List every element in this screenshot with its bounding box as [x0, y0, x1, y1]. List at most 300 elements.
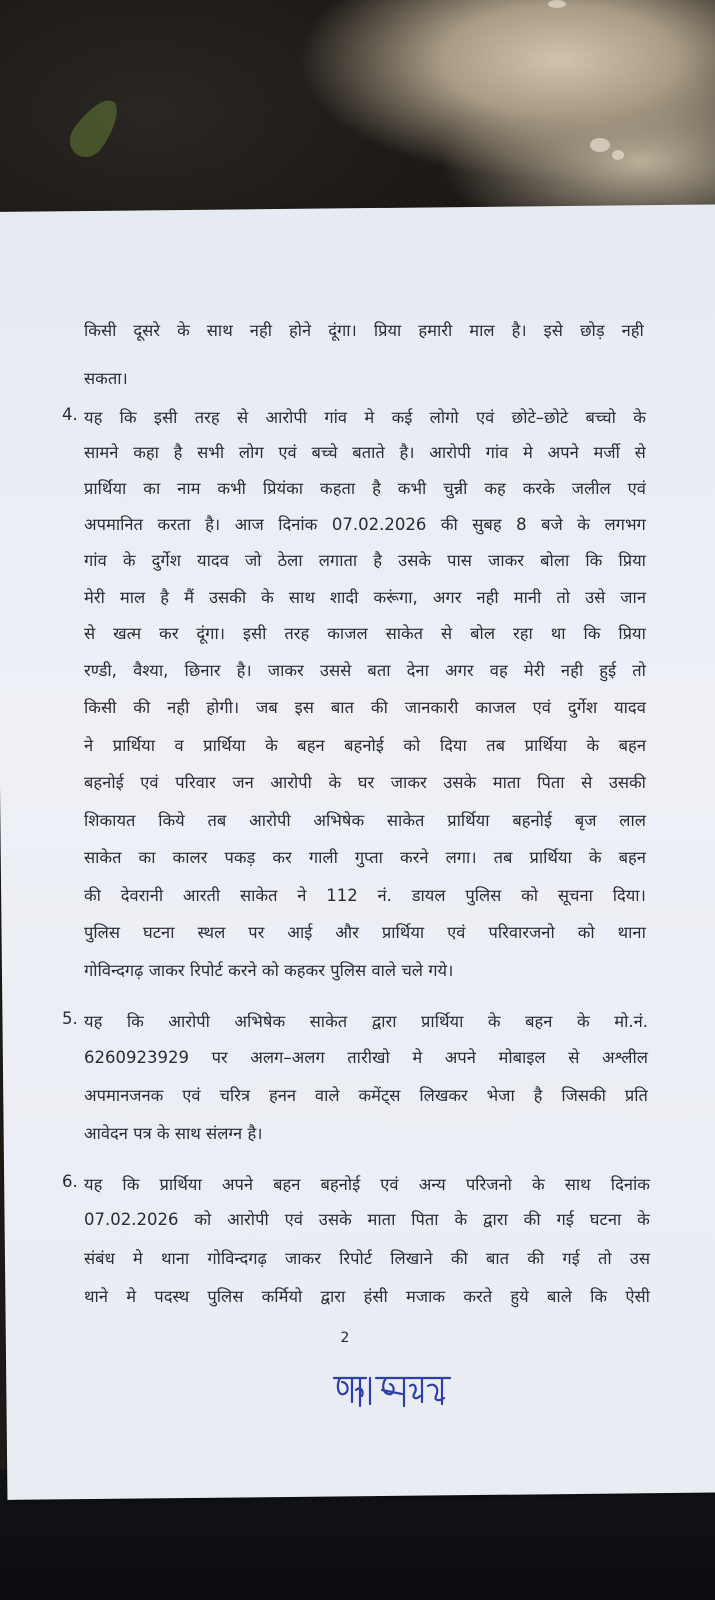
text-line — [84, 440, 646, 463]
text-line — [84, 1172, 650, 1195]
word: बहन — [618, 736, 646, 755]
word: जाकर — [285, 1249, 321, 1268]
word: एवं — [447, 923, 466, 942]
word: लिखकर — [419, 1086, 468, 1105]
word: 8 — [516, 515, 527, 534]
word: तो — [632, 661, 646, 680]
word: का — [138, 848, 156, 867]
word: रण्डी, — [84, 661, 117, 680]
word: साथ — [288, 588, 315, 607]
word: है — [372, 479, 381, 498]
word: छोड़ — [579, 321, 605, 340]
word: इसी — [242, 624, 267, 643]
word: पुलिस — [207, 1287, 244, 1306]
word: अश्लील — [601, 1048, 648, 1067]
word: 07.02.2026 — [84, 1210, 179, 1229]
word: बता — [367, 661, 391, 680]
word: आरोपी — [270, 773, 312, 792]
word: कि — [585, 551, 603, 570]
word: है। — [236, 661, 252, 680]
word: काजल — [327, 624, 368, 643]
word: ठेला — [277, 551, 303, 570]
word: वह — [489, 661, 508, 680]
word: हंसी — [363, 1287, 388, 1306]
word: को — [194, 1210, 212, 1229]
word: यादव — [614, 698, 646, 717]
word: थाना — [617, 923, 646, 942]
word: मे — [364, 408, 375, 427]
word: ने — [297, 886, 307, 905]
text-line — [84, 958, 646, 981]
word: तब — [486, 736, 506, 755]
word: को — [521, 886, 539, 905]
word: छिनार — [184, 661, 221, 680]
word: ने — [84, 736, 94, 755]
word: पिता — [537, 773, 565, 792]
word: से — [581, 773, 593, 792]
text-line — [84, 883, 646, 906]
word: से — [441, 624, 453, 643]
word: हुये — [510, 1287, 529, 1306]
word: देवरानी — [120, 886, 164, 905]
word: मे — [412, 1048, 423, 1067]
word: उससे — [319, 661, 352, 680]
word: बृज — [574, 811, 597, 830]
word: लगभग — [604, 515, 646, 534]
word: तब — [493, 848, 513, 867]
word: गांव — [324, 408, 348, 427]
word: कि — [126, 1012, 144, 1031]
word: जान — [620, 588, 646, 607]
word: बाले — [547, 1287, 572, 1306]
word: से — [237, 408, 249, 427]
word: के — [328, 773, 342, 792]
word: अपने — [444, 1048, 476, 1067]
item-number: 5. — [62, 1009, 78, 1028]
text-line — [84, 476, 646, 499]
word: अपने — [547, 443, 579, 462]
word: मेरी — [84, 588, 105, 607]
word: 07.02.2026 — [331, 515, 427, 534]
word: गई — [556, 1210, 574, 1229]
word: डायल — [411, 886, 446, 905]
word: कि — [122, 1175, 140, 1194]
word: लोग — [238, 443, 264, 462]
word: अभिषेक — [234, 1012, 286, 1031]
word: होगी। — [206, 698, 240, 717]
word: रहा — [512, 624, 533, 643]
word: कभी — [217, 479, 246, 498]
word: देना — [406, 661, 429, 680]
word: गोविन्दगढ़ — [207, 1249, 267, 1268]
word: है। — [205, 515, 221, 534]
word: जलील — [571, 479, 611, 498]
text-line — [84, 1284, 650, 1307]
word: तब — [207, 811, 227, 830]
word: के — [122, 551, 136, 570]
word: नही — [560, 661, 584, 680]
word: बोल — [470, 624, 496, 643]
word: माता — [492, 773, 521, 792]
word: परिजनो — [465, 1175, 512, 1194]
word: चुन्नी — [443, 479, 468, 498]
word: बजे — [541, 515, 563, 534]
word: घटना — [142, 923, 175, 942]
word: जन — [232, 773, 254, 792]
word: यादव — [197, 551, 229, 570]
text-line — [84, 585, 646, 608]
word: मानी — [513, 588, 542, 607]
word: दूसरे — [133, 321, 161, 340]
word: जाकर — [267, 661, 304, 680]
word: के — [261, 588, 274, 607]
word: अपमानजनक — [84, 1086, 164, 1105]
text-line — [84, 1121, 648, 1144]
text-line — [84, 920, 646, 943]
word: 112 — [326, 886, 358, 905]
word: अभिषेक — [313, 811, 365, 830]
word: था — [550, 624, 566, 643]
word: है — [173, 443, 183, 462]
word: नं. — [377, 886, 392, 905]
text-line — [84, 808, 646, 831]
word: दिया — [439, 736, 467, 755]
word: आरोपी — [265, 408, 307, 427]
word: लोगो — [429, 408, 459, 427]
word: प्रार्थिया — [447, 811, 490, 830]
word: उसकी — [208, 588, 247, 607]
text-line — [84, 366, 644, 389]
word: जो — [244, 551, 262, 570]
word: मे — [132, 1249, 143, 1268]
word: कर्मियो — [261, 1287, 303, 1306]
word: कि — [583, 624, 601, 643]
word: है — [533, 1086, 543, 1105]
word: एवं — [284, 1210, 303, 1229]
word: किसी — [84, 698, 117, 717]
word: बहन — [297, 736, 325, 755]
word: बात — [485, 1249, 510, 1268]
word: बात — [330, 698, 354, 717]
word: प्रिया — [618, 551, 646, 570]
word: कहता — [320, 479, 356, 498]
word: जाकर — [488, 551, 525, 570]
word: आज — [234, 515, 264, 534]
word: पुलिस — [84, 923, 120, 942]
word: की — [450, 1249, 468, 1268]
word: दूंगा। — [196, 624, 225, 643]
word: मे — [126, 1287, 137, 1306]
word: 6260923929 — [84, 1048, 189, 1067]
word: आरती — [182, 886, 221, 905]
word: किसी — [84, 321, 117, 340]
word: के — [576, 1012, 590, 1031]
word: माल — [469, 321, 495, 340]
word: साकेत — [239, 886, 278, 905]
word: द्वारा — [320, 1287, 346, 1306]
word: बच्चो — [585, 408, 616, 427]
word: मोबाइल — [498, 1048, 546, 1067]
word: कह — [484, 479, 506, 498]
word: यह — [84, 1012, 103, 1031]
word: कि — [590, 1287, 608, 1306]
word: इस — [294, 698, 314, 717]
word: तरह — [194, 408, 220, 427]
signature — [330, 1372, 455, 1412]
word: की — [133, 698, 151, 717]
word: यह — [84, 408, 103, 427]
word: के — [531, 1175, 545, 1194]
word: साकेत — [84, 848, 122, 867]
word: करके — [522, 479, 555, 498]
word: मजाक — [406, 1287, 446, 1306]
word: थाने — [84, 1287, 108, 1306]
word: तो — [597, 1249, 612, 1268]
word: दिनांक — [278, 515, 318, 534]
word: साकेत — [385, 624, 424, 643]
word: अपने — [221, 1175, 253, 1194]
word: है। — [399, 443, 415, 462]
word: दूंगा। — [328, 321, 357, 340]
word: गई — [562, 1249, 580, 1268]
word: के — [588, 848, 602, 867]
word: के — [633, 408, 646, 427]
word: है — [160, 588, 170, 607]
word: प्रति — [624, 1086, 648, 1105]
word: नाम — [177, 479, 201, 498]
word: रिपोर्ट — [339, 1249, 373, 1268]
word: एवं — [380, 1175, 399, 1194]
word: है — [373, 551, 383, 570]
word: वाले — [314, 1086, 340, 1105]
word: दुर्गेश — [567, 698, 598, 717]
word: आरोपी — [429, 443, 471, 462]
word: के — [637, 1210, 650, 1229]
word: अन्य — [418, 1175, 446, 1194]
word: सूचना — [557, 886, 593, 905]
word: हमारी — [418, 321, 453, 340]
word: बच्चे — [311, 443, 338, 462]
word: लगा। — [445, 848, 477, 867]
line-text: गोविन्दगढ़ जाकर रिपोर्ट करने को कहकर पुलिस वाले चले गये। — [84, 961, 454, 980]
word: थाना — [160, 1249, 190, 1268]
word: तो — [556, 588, 571, 607]
word: मे — [523, 443, 533, 462]
word: एवं — [140, 773, 159, 792]
word: कभी — [397, 479, 427, 498]
word: के — [577, 515, 590, 534]
word: एवं — [476, 408, 495, 427]
word: एवं — [182, 1086, 201, 1105]
word: गुप्ता — [354, 848, 383, 867]
word: की — [440, 515, 458, 534]
word: उसकी — [608, 773, 646, 792]
word: करूंगा, — [373, 588, 418, 607]
word: के — [586, 736, 600, 755]
word: पदस्थ — [154, 1287, 190, 1306]
word: हनन — [268, 1086, 297, 1105]
word: दिया। — [612, 886, 646, 905]
word: है। — [511, 321, 527, 340]
word: पुलिस — [465, 886, 502, 905]
word: आरोपी — [249, 811, 291, 830]
word: कमेंट्स — [358, 1086, 401, 1105]
word: साकेत — [386, 811, 425, 830]
word: नही — [167, 698, 190, 717]
word: प्रार्थिया — [203, 736, 246, 755]
word: बहनोई — [344, 736, 384, 755]
word: परिवारजनो — [488, 923, 555, 942]
word: घर — [357, 773, 375, 792]
word: होने — [289, 321, 312, 340]
word: माता — [367, 1210, 396, 1229]
word: की — [527, 1249, 545, 1268]
word: के — [265, 736, 278, 755]
text-line — [84, 318, 644, 341]
word: प्रार्थिया — [112, 736, 156, 755]
word: अगर — [432, 588, 462, 607]
word: पर — [211, 1048, 228, 1067]
word: प्रार्थिया — [421, 1012, 464, 1031]
word: लगाता — [318, 551, 358, 570]
word: बहनोई — [84, 773, 124, 792]
word: कई — [391, 408, 413, 427]
word: का — [143, 479, 161, 498]
text-line — [84, 770, 646, 793]
text-line — [84, 548, 646, 571]
word: चरित्र — [219, 1086, 251, 1105]
word: प्रार्थिया — [381, 923, 425, 942]
text-line — [84, 1083, 648, 1106]
word: लिखाने — [390, 1249, 433, 1268]
text-line — [84, 621, 646, 644]
word: उसके — [443, 773, 477, 792]
word: से — [84, 624, 96, 643]
word: की — [84, 886, 101, 905]
text-line — [84, 658, 646, 681]
word: वैश्या, — [133, 661, 169, 680]
word: परिवार — [175, 773, 216, 792]
word: भेजा — [486, 1086, 515, 1105]
word: छोटे–छोटे — [511, 408, 569, 427]
word: की — [523, 1210, 541, 1229]
word: दुर्गेश — [151, 551, 181, 570]
word: जाकर — [390, 773, 427, 792]
word: व — [174, 736, 184, 755]
word: उसे — [585, 588, 606, 607]
word: तारीखो — [347, 1048, 390, 1067]
word: जिसकी — [561, 1086, 606, 1105]
text-line — [84, 405, 646, 428]
word: इसे — [543, 321, 563, 340]
word: एवं — [278, 443, 297, 462]
word: और — [335, 923, 359, 942]
word: कि — [119, 408, 137, 427]
word: द्वारा — [371, 1012, 397, 1031]
word: को — [403, 736, 421, 755]
word: बोला — [540, 551, 570, 570]
word: सामने — [84, 443, 119, 462]
word: करता — [157, 515, 191, 534]
word: नही — [621, 321, 644, 340]
word: माल — [119, 588, 146, 607]
word: बहन — [525, 1012, 553, 1031]
word: मेरी — [523, 661, 545, 680]
word: पकड़ — [224, 848, 256, 867]
word: अलग–अलग — [250, 1048, 325, 1067]
word: शादी — [329, 588, 359, 607]
word: गांव — [485, 443, 509, 462]
word: करते — [463, 1287, 493, 1306]
item-number: 4. — [62, 405, 78, 424]
word: बताते — [352, 443, 385, 462]
word: नही — [476, 588, 499, 607]
word: साथ — [564, 1175, 591, 1194]
word: साकेत — [309, 1012, 348, 1031]
text-line — [84, 845, 646, 868]
word: मैं — [184, 588, 194, 607]
text-line — [84, 733, 646, 756]
word: संबंध — [84, 1249, 115, 1268]
word: ऐसी — [625, 1287, 650, 1306]
word: आई — [287, 923, 313, 942]
word: पिता — [411, 1210, 439, 1229]
word: पर — [248, 923, 265, 942]
word: यह — [84, 1175, 103, 1194]
word: गांव — [84, 551, 107, 570]
word: उस — [629, 1249, 650, 1268]
word: अगर — [445, 661, 474, 680]
word: हुई — [599, 661, 617, 680]
word: घटना — [589, 1210, 622, 1229]
word: आरोपी — [227, 1210, 269, 1229]
item-number: 6. — [62, 1172, 78, 1191]
word: तरह — [284, 624, 310, 643]
word: इसी — [153, 408, 178, 427]
word: कर — [272, 848, 292, 867]
word: स्थल — [197, 923, 226, 942]
word: बहन — [273, 1175, 301, 1194]
word: दिनांक — [610, 1175, 650, 1194]
word: कर — [159, 624, 179, 643]
word: आरोपी — [168, 1012, 210, 1031]
page-number: 2 — [340, 1330, 350, 1346]
text-line — [84, 695, 646, 718]
word: के — [487, 1012, 501, 1031]
word: कालर — [172, 848, 208, 867]
word: से — [568, 1048, 580, 1067]
word: प्रिया — [618, 624, 646, 643]
text-line — [84, 1045, 648, 1068]
word: एवं — [627, 479, 646, 498]
word: प्रिया — [373, 321, 402, 340]
word: लाल — [619, 811, 646, 830]
line-text: सकता। — [84, 369, 128, 388]
word: बहन — [618, 848, 646, 867]
word: से — [634, 443, 646, 462]
word: प्रार्थिया — [524, 736, 567, 755]
text-line — [84, 1009, 648, 1032]
text-line — [84, 512, 646, 535]
word: साथ — [206, 321, 233, 340]
word: काजल — [475, 698, 516, 717]
word: नही — [249, 321, 272, 340]
word: बहनोई — [320, 1175, 361, 1194]
word: खत्म — [113, 624, 142, 643]
line-text: आवेदन पत्र के साथ संलग्न है। — [84, 1124, 263, 1143]
word: उसके — [398, 551, 432, 570]
word: प्रार्थिया — [529, 848, 572, 867]
